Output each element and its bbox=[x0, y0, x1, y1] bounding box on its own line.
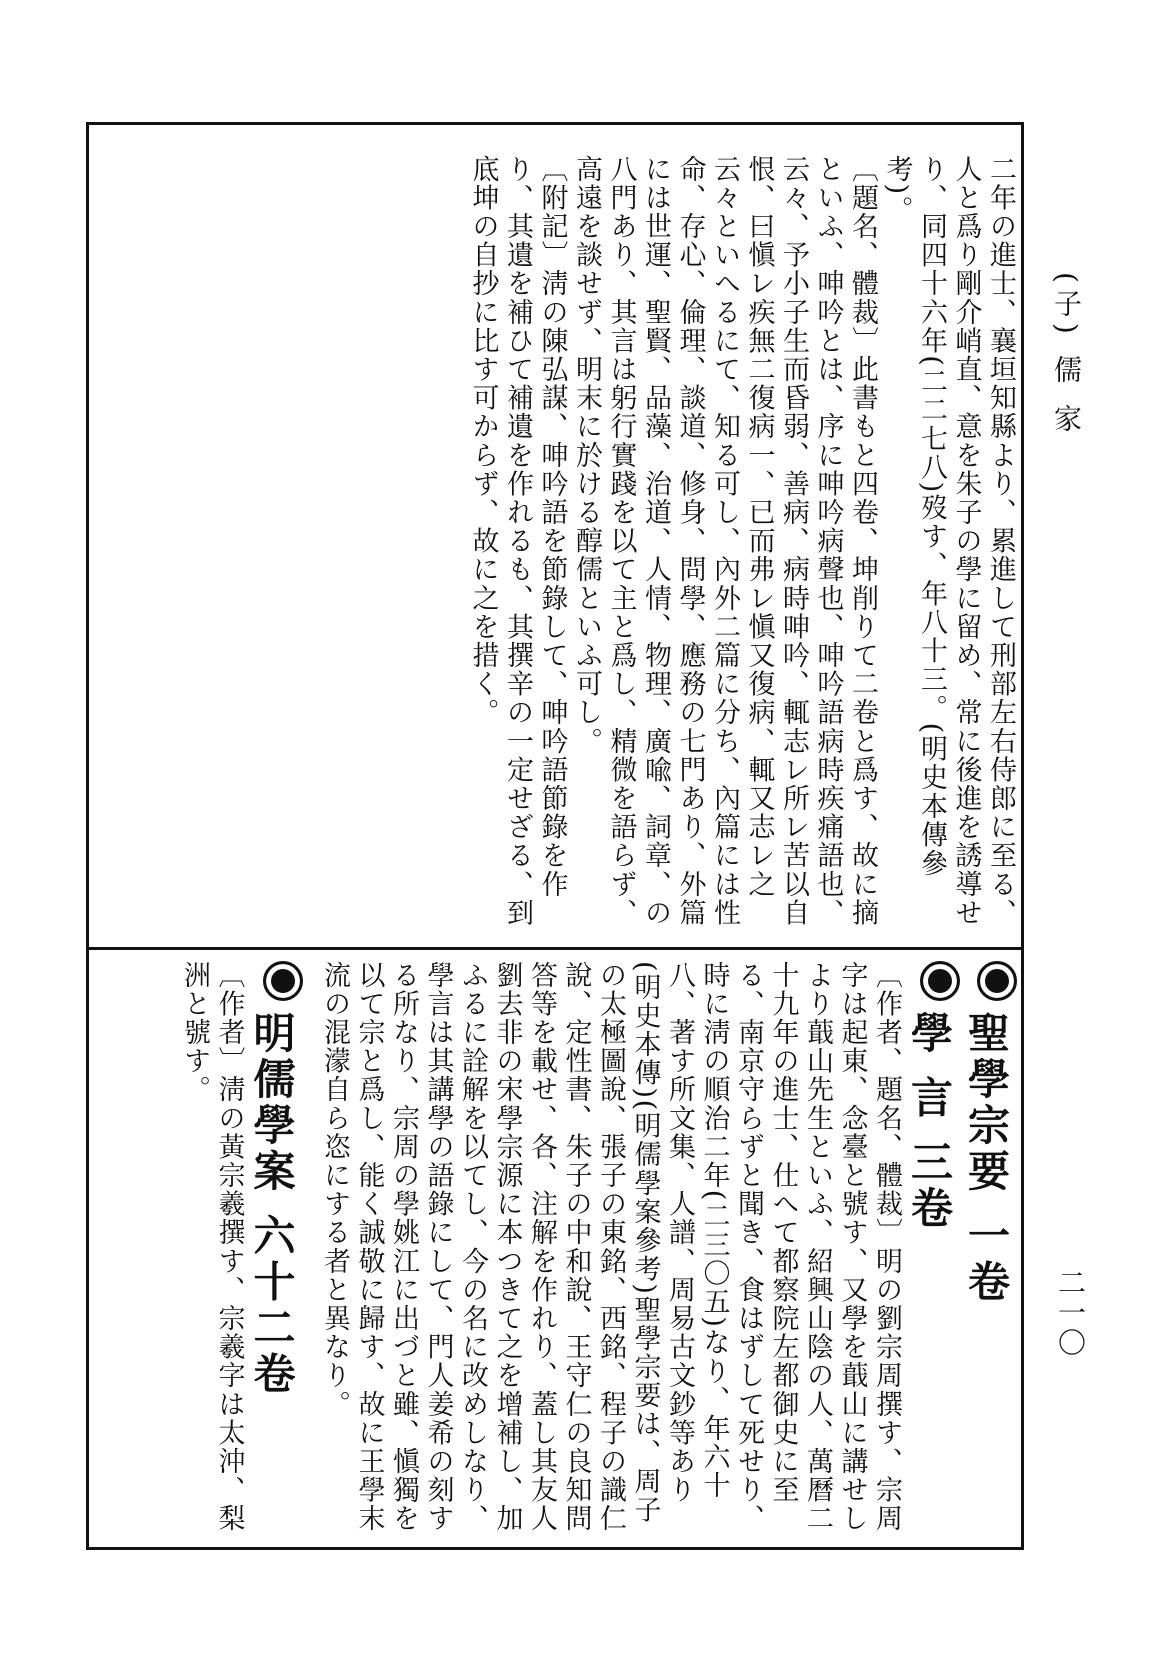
bullet-circle-icon bbox=[920, 961, 960, 1001]
entry-title: 聖學宗要 一卷 bbox=[962, 1011, 1011, 1306]
bottom-text bbox=[97, 961, 1017, 1541]
bullet-circle-icon bbox=[977, 961, 1017, 1001]
entry-description: 〔作者、題名、體裁〕明の劉宗周撰す、宗周字は起東、念臺と號す、又學を蕺山に講せしより蕺山先生といふ、紹興山陰の人、萬曆二十九年の進士、仕へて都察院左都御史に至る、南京守らずと聞き、食はずして死せり、時に淸の順治二年(二三〇五)なり、年六十八、著す所文集、人譜、周易古文鈔等あり(明史本傳)(明儒學案參考)聖學宗要は、周子の太極圖說、張子の東銘、西銘、程子の識仁說、定性書、朱子の中和說、王守仁の良知問答等を載せ、各、注解を作れり、蓋し其友人劉去非の宋學宗源に本つきて之を增補し、加ふるに詮解を以てし、今の名に改めしなり、學言は其講學の語錄にして、門人姜希の刻する所なり、宗周の學姚江に出づと雖、愼獨を以て宗と爲し、能く誠敬に歸す、故に王學末流の混濛自ら恣にする者と異なり。 bbox=[319, 961, 902, 1533]
entry-heading bbox=[903, 961, 960, 1541]
top-section bbox=[97, 155, 1017, 935]
paragraph-title-format: 〔題名、體裁〕此書もと四卷、坤削りて二卷と爲す、故に摘といふ、呻吟とは、序に呻吟病聲也、呻吟語病時疾痛語也、云々、予小子生而昏弱、善病、病時呻吟、輒志レ所レ苦以自恨、曰愼レ疾無二復病一、已而弗レ愼又復病、輒又志レ之云々といへるにて、知る可し、內外二篇に分ち、內篇には性命、存心、倫理、談道、修身、問學、應務の七門あり、外篇には世運、聖賢、品藻、治道、人情、物理、廣喩、詞章、の八門あり、其言は躬行實踐を以て主と爲し、精微を語らず、高遠を談せず、明末に於ける醇儒といふ可し。 bbox=[571, 155, 878, 928]
bottom-section bbox=[97, 961, 1017, 1541]
entry-description: 〔作者〕淸の黃宗羲撰す、宗羲字は太沖、梨洲と號す。 bbox=[179, 961, 245, 1533]
paragraph-appendix-note: 〔附記〕淸の陳弘謀、呻吟語を節錄して、呻吟語節錄を作り、其遺を補ひて補遺を作れるも、其撰辛の一定せざる、到底坤の自抄に比す可からず、故に之を措く。 bbox=[467, 155, 568, 928]
section-divider bbox=[89, 947, 1021, 950]
entry-subtitle: 學 言 三卷 bbox=[905, 1011, 954, 1233]
page-number: 二一〇 bbox=[1054, 1268, 1087, 1358]
running-head: (子) 儒 家 bbox=[1050, 272, 1083, 438]
entry-heading bbox=[246, 961, 303, 1541]
paragraph-biography: 二年の進士、襄垣知縣より、累進して刑部左右侍郎に至る、人と爲り剛介峭直、意を朱子の學に留め、常に後進を誘導せり、同四十六年(二二七八)歿す、年八十三。(明史本傳參考)。 bbox=[881, 155, 1016, 928]
top-text bbox=[97, 155, 1017, 935]
page-frame bbox=[86, 122, 1024, 1550]
entry-heading bbox=[960, 961, 1017, 1541]
bullet-circle-icon bbox=[263, 961, 303, 1001]
entry-title: 明儒學案 六十二卷 bbox=[247, 1011, 297, 1398]
